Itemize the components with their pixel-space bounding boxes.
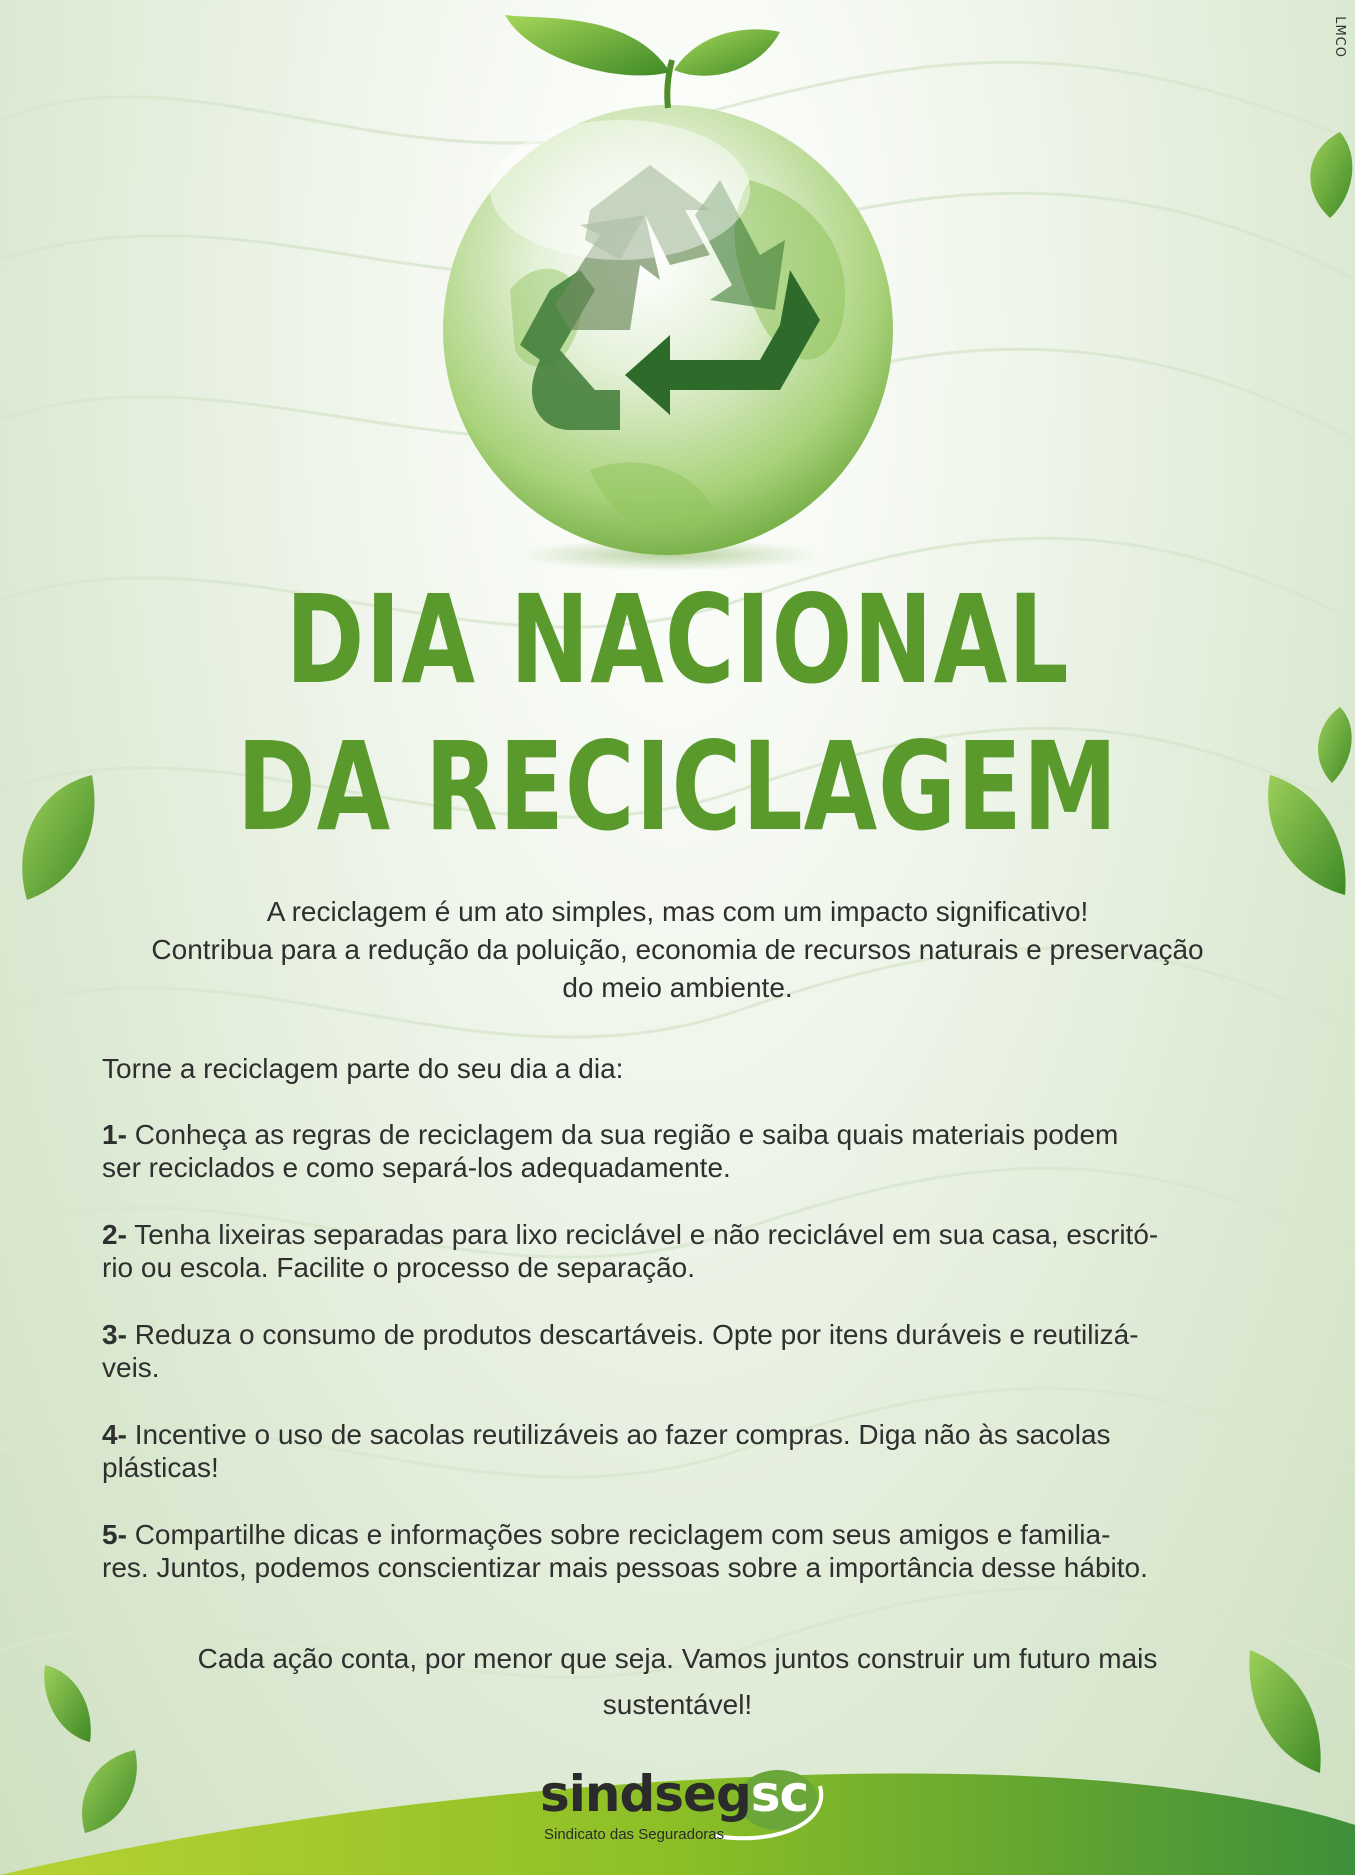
- tip-line: ser reciclados e como separá-los adequadamente.: [102, 1152, 731, 1183]
- closing-line: Cada ação conta, por menor que seja. Vamos juntos construir um futuro mais: [197, 1643, 1158, 1674]
- tip-line: [102, 1218, 1252, 1251]
- tip-number: 4-: [102, 1419, 127, 1450]
- tip-text: Compartilhe dicas e informações sobre reciclagem com seus amigos e familia-: [134, 1519, 1111, 1550]
- tip-item: [102, 1118, 1252, 1184]
- logo-wordmark: [540, 1766, 808, 1822]
- page-title-line-1: DIA NACIONAL: [285, 569, 1070, 711]
- tip-line: plásticas!: [102, 1452, 219, 1483]
- logo-accent-text: sc: [750, 1765, 809, 1823]
- tips-lead: Torne a reciclagem parte do seu dia a dia:: [102, 1053, 624, 1084]
- intro-paragraph: [80, 893, 1275, 1007]
- closing-line: sustentável!: [602, 1689, 753, 1720]
- tip-number: 2-: [102, 1219, 127, 1250]
- intro-line: do meio ambiente.: [562, 972, 793, 1003]
- tip-item: [102, 1318, 1252, 1384]
- leaf-icon: [1260, 770, 1350, 900]
- corner-mark: LMCO: [1332, 16, 1347, 58]
- tip-text: Conheça as regras de reciclagem da sua região e saiba quais materiais podem: [134, 1119, 1119, 1150]
- logo-subtitle: Sindicato das Seguradoras: [544, 1826, 725, 1843]
- tip-number: 1-: [102, 1119, 127, 1150]
- intro-line: A reciclagem é um ato simples, mas com um impacto significativo!: [266, 896, 1089, 927]
- leaf-icon: [40, 1660, 95, 1745]
- intro-line: Contribua para a redução da poluição, economia de recursos naturais e preservação: [151, 934, 1204, 965]
- tip-line: veis.: [102, 1352, 160, 1383]
- page-title-line-2: DA RECICLAGEM: [236, 716, 1119, 858]
- leaf-icon: [12, 770, 97, 905]
- tip-line: [102, 1518, 1252, 1551]
- tip-number: 3-: [102, 1319, 127, 1350]
- tip-line: [102, 1418, 1252, 1451]
- recycling-globe-icon: [420, 0, 920, 575]
- tip-item: [102, 1518, 1252, 1584]
- logo-main-text: sindseg: [540, 1765, 751, 1823]
- tip-line: [102, 1118, 1252, 1151]
- tip-text: Reduza o consumo de produtos descartáveis. Opte por itens duráveis e reutilizá-: [134, 1319, 1139, 1350]
- sindseg-logo: [540, 1766, 830, 1856]
- tip-line: rio ou escola. Facilite o processo de separação.: [102, 1252, 695, 1283]
- tip-number: 5-: [102, 1519, 127, 1550]
- closing-paragraph: [120, 1636, 1235, 1728]
- tip-text: Incentive o uso de sacolas reutilizáveis ao fazer compras. Diga não às sacolas: [134, 1419, 1111, 1450]
- tip-text: Tenha lixeiras separadas para lixo reciclável e não reciclável em sua casa, escritó-: [134, 1219, 1159, 1250]
- tip-item: [102, 1418, 1252, 1484]
- tip-item: [102, 1218, 1252, 1284]
- leaf-icon: [1300, 130, 1355, 220]
- tip-line: res. Juntos, podemos conscientizar mais pessoas sobre a importância desse hábito.: [102, 1552, 1148, 1583]
- tip-line: [102, 1318, 1252, 1351]
